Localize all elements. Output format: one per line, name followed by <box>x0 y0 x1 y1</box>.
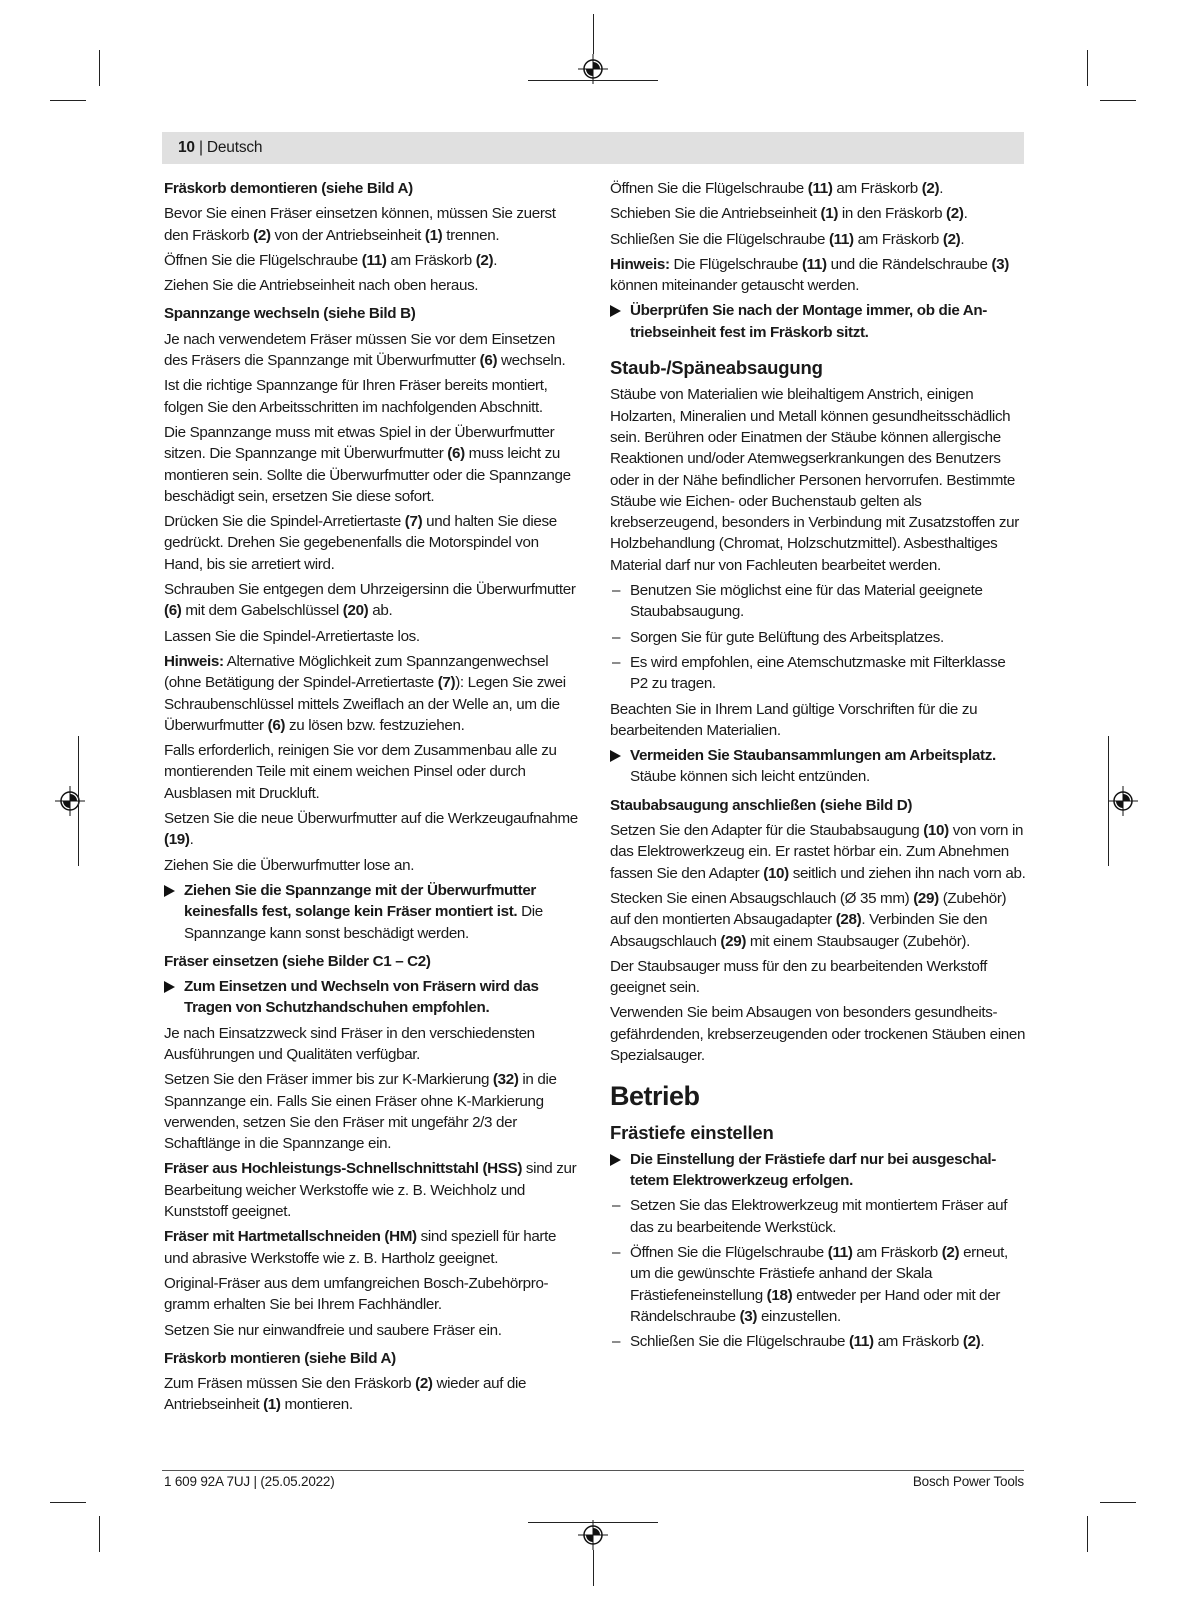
paragraph: Die Spannzange muss mit etwas Spiel in der Überwurfmutter sitzen. Die Spannzange mit Überwurfmutter (6) muss leicht zu montieren sein. Sollte die Überwurfmutter oder die Spannzange beschädigt sein, ersetzen Sie diese sofort. <box>164 423 571 505</box>
footer-divider <box>162 1470 1024 1471</box>
registration-line-left <box>78 736 79 866</box>
crop-mark-bottom-left-vertical <box>99 1516 100 1552</box>
paragraph: Setzen Sie nur einwandfreie und saubere Fräser ein. <box>164 1321 502 1339</box>
heading-fraeser-einsetzen: Fräser einsetzen (siehe Bilder C1 – C2) <box>164 952 431 970</box>
header-separator: | <box>194 139 207 156</box>
dash-list-item: – Es wird empfohlen, eine Atemschutzmaske mit Filterklasse P2 zu tragen. <box>612 653 1006 693</box>
registration-line-top <box>528 80 658 81</box>
footer-doc-id: 1 609 92A 7UJ | (25.05.2022) <box>164 1474 335 1489</box>
paragraph: Schrauben Sie entgegen dem Uhrzeigersinn die Überwurfmutter (6) mit dem Gabelschlüssel (20) ab. <box>164 581 576 620</box>
paragraph: Beachten Sie in Ihrem Land gültige Vorschriften für die zu bearbeitenden Materialien. <box>610 700 978 739</box>
paragraph: Zum Fräsen müssen Sie den Fräskorb (2) wieder auf die Antriebseinheit (1) montieren. <box>164 1375 527 1414</box>
crop-mark-bottom-right-horizontal <box>1100 1502 1136 1503</box>
warning-item: Zum Einsetzen und Wechseln von Fräsern wird das Tragen von Schutzhandschuhen empfohlen. <box>164 976 580 1019</box>
warning-triangle-icon <box>610 1154 621 1166</box>
dash-list-item: – Öffnen Sie die Flügelschraube (11) am Fräskorb (2) erneut, um die gewünschte Frästiefe anhand der Skala Frästiefeneinstellung (18) entweder per Hand oder mit der Rändelschraube (3) einzustellen. <box>612 1244 1008 1325</box>
warning-triangle-icon <box>610 305 621 317</box>
dash-list-item: – Benutzen Sie möglichst eine für das Material geeignete Staubabsaugung. <box>612 582 983 621</box>
note-paragraph: Hinweis: Die Flügelschraube (11) und die Rändelschraube (3) können miteinander getauscht werden. <box>610 255 1009 295</box>
warning-item: Ziehen Sie die Spannzange mit der Überwurfmutter keinesfalls fest, solange kein Fräser montiert ist. Die Spannzange kann sonst beschädigt werden. <box>164 880 580 944</box>
crop-mark-top-left-vertical <box>99 50 100 86</box>
registration-line-bottom <box>528 1522 658 1523</box>
heading-staub-spaeneabsaugung: Staub-/Späneabsaugung <box>610 357 823 379</box>
warning-triangle-icon <box>610 750 621 762</box>
paragraph: Falls erforderlich, reinigen Sie vor dem Zusammenbau alle zu montierenden Teile mit einem weichen Pinsel oder durch Ausblasen mit Druckluft. <box>164 742 557 802</box>
paragraph: Der Staubsauger muss für den zu bearbeitenden Werkstoff geeignet sein. <box>610 957 987 997</box>
crop-mark-bottom-left-horizontal <box>50 1502 86 1503</box>
registration-mark-left-icon <box>55 786 85 816</box>
paragraph: Fräser aus Hochleistungs-Schnellschnittstahl (HSS) sind zur Bearbeitung weicher Werkstoffe wie z. B. Weichholz und Kunststoff geeignet. <box>164 1160 577 1221</box>
dash-list-item: – Schließen Sie die Flügelschraube (11) am Fräskorb (2). <box>612 1333 985 1351</box>
warning-item: Überprüfen Sie nach der Montage immer, ob die Antriebseinheit fest im Fräskorb sitzt. <box>610 300 1026 343</box>
paragraph: Öffnen Sie die Flügelschraube (11) am Fräskorb (2). <box>610 180 944 197</box>
paragraph: Stäube von Materialien wie bleihaltigem Anstrich, einigen Holzarten, Mineralien und Metall können gesundheitsschädlich sein. Berühren oder Einatmen der Stäube können allergische Reaktionen und/oder Atemwegserkrankungen des Benutzers oder in der Nähe befindlicher Personen hervorrufen. Bestimmte Stäube wie Eichen- oder Buchenstaub gelten als krebserzeugend, besonders in Verbindung mit Zusatzstoffen zur Holzbehandlung (Chromat, Holzschutzmittel). Asbesthaltiges Material darf nur von Fachleuten bearbeitet werden. <box>610 386 1019 574</box>
paragraph: Je nach Einsatzzweck sind Fräser in den verschiedensten Ausführungen und Qualitäten verfügbar. <box>164 1024 535 1063</box>
page-number: 10 <box>178 139 195 156</box>
page-header-bar <box>162 132 1024 164</box>
crop-mark-top-left-horizontal <box>50 100 86 101</box>
registration-stem-bottom <box>593 1550 594 1586</box>
heading-betrieb: Betrieb <box>610 1081 700 1112</box>
paragraph: Ziehen Sie die Antriebseinheit nach oben heraus. <box>164 277 479 295</box>
paragraph: Schieben Sie die Antriebseinheit (1) in den Fräskorb (2). <box>610 205 968 223</box>
registration-line-right <box>1108 736 1109 866</box>
paragraph: Schließen Sie die Flügelschraube (11) am Fräskorb (2). <box>610 230 965 248</box>
crop-mark-bottom-right-vertical <box>1087 1516 1088 1552</box>
paragraph: Fräser mit Hartmetallschneiden (HM) sind speziell für harte und abrasive Werkstoffe wie z. B. Hartholz geeignet. <box>164 1228 557 1267</box>
warning-triangle-icon <box>164 981 175 993</box>
paragraph: Je nach verwendetem Fräser müssen Sie vor dem Einsetzen des Fräsers die Spannzange mit Überwurfmutter (6) wechseln. <box>164 330 566 370</box>
paragraph: Lassen Sie die Spindel-Arretiertaste los. <box>164 627 420 645</box>
heading-fraestiefe-einstellen: Frästiefe einstellen <box>610 1121 774 1143</box>
note-paragraph: Hinweis: Alternative Möglichkeit zum Spannzangenwechsel (ohne Betätigung der Spindel-Arretiertaste (7)): Legen Sie zwei Schraubenschlüssel mittels Zweiflach an der Welle an, um die Überwurfmutter (6) zu lösen bzw. festzuziehen. <box>164 652 566 734</box>
left-column <box>164 178 580 1420</box>
paragraph: Ist die richtige Spannzange für Ihren Fräser bereits montiert, folgen Sie den Arbeitsschritten im nachfolgenden Abschnitt. <box>164 377 548 416</box>
heading-fraeskorb-montieren: Fräskorb montieren (siehe Bild A) <box>164 1349 396 1367</box>
footer-brand: Bosch Power Tools <box>912 1474 1024 1489</box>
crop-mark-top-right-horizontal <box>1100 100 1136 101</box>
paragraph: Stecken Sie einen Absaugschlauch (Ø 35 mm) (29) (Zubehör) auf den montierten Absaugadapter (28). Verbinden Sie den Absaugschlauch (29) mit einem Staubsauger (Zubehör). <box>610 889 1007 950</box>
warning-item: Vermeiden Sie Staubansammlungen am Arbeitsplatz. Stäube können sich leicht entzünden. <box>610 745 1026 788</box>
warning-item: Die Einstellung der Frästiefe darf nur bei ausgeschaltetem Elektrowerkzeug erfolgen. <box>610 1149 1026 1192</box>
paragraph: Bevor Sie einen Fräser einsetzen können, müssen Sie zuerst den Fräskorb (2) von der Antriebseinheit (1) trennen. <box>164 205 556 244</box>
registration-mark-bottom-icon <box>578 1520 608 1550</box>
paragraph: Setzen Sie den Fräser immer bis zur K-Markierung (32) in die Spannzange ein. Falls Sie einen Fräser ohne K-Markierung verwenden, setzen Sie den Fräser mit ungefähr 2/3 der Schaftlänge in die Spannzange ein. <box>164 1071 557 1153</box>
paragraph: Drücken Sie die Spindel-Arretiertaste (7) und halten Sie diese gedrückt. Drehen Sie gegebenenfalls die Motorspindel von Hand, bis sie arretiert wird. <box>164 513 557 573</box>
dash-list-item: – Setzen Sie das Elektrowerkzeug mit montiertem Fräser auf das zu bearbeitende Werkstück. <box>612 1197 1008 1236</box>
paragraph: Setzen Sie die neue Überwurfmutter auf die Werkzeugaufnahme (19). <box>164 810 578 849</box>
paragraph: Öffnen Sie die Flügelschraube (11) am Fräskorb (2). <box>164 251 498 269</box>
paragraph: Original-Fräser aus dem umfangreichen Bosch-Zubehörprogramm erhalten Sie bei Ihrem Fachhändler. <box>164 1274 549 1314</box>
registration-stem-top <box>593 14 594 54</box>
registration-mark-right-icon <box>1108 786 1138 816</box>
crop-mark-top-right-vertical <box>1087 50 1088 86</box>
right-column <box>610 178 1026 1357</box>
heading-staubabsaugung-anschliessen: Staubabsaugung anschließen (siehe Bild D) <box>610 796 913 814</box>
heading-fraeskorb-demontieren: Fräskorb demontieren (siehe Bild A) <box>164 180 413 197</box>
paragraph: Ziehen Sie die Überwurfmutter lose an. <box>164 856 415 874</box>
dash-list-item: – Sorgen Sie für gute Belüftung des Arbeitsplatzes. <box>612 628 944 646</box>
paragraph: Setzen Sie den Adapter für die Staubabsaugung (10) von vorn in das Elektrowerkzeug ein. Er rastet hörbar ein. Zum Abnehmen fassen Sie den Adapter (10) seitlich und ziehen ihn nach vorn ab. <box>610 822 1026 882</box>
page-header <box>178 139 262 157</box>
heading-spannzange-wechseln: Spannzange wechseln (siehe Bild B) <box>164 305 416 323</box>
paragraph: Verwenden Sie beim Absaugen von besonders gesundheitsgefährdenden, krebserzeugenden oder trockenen Stäuben einen Spezialsauger. <box>610 1004 1026 1064</box>
header-language: Deutsch <box>206 139 263 156</box>
warning-triangle-icon <box>164 885 175 897</box>
